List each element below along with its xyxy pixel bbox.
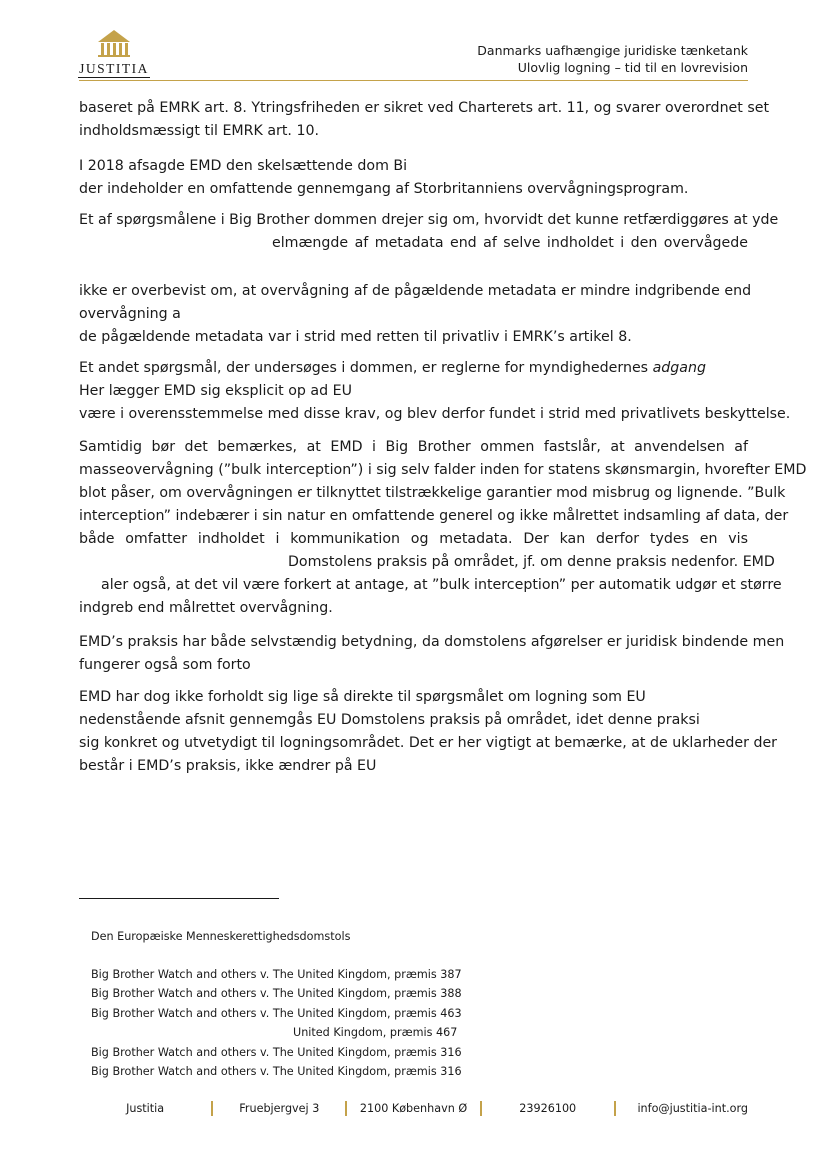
page-header xyxy=(477,42,748,76)
text-line: består i EMD’s praksis, ikke ændrer på EU xyxy=(79,758,377,774)
paragraph-4 xyxy=(79,280,752,349)
org-tagline: Danmarks uafhængige juridiske tænketank xyxy=(477,43,748,58)
footnotes xyxy=(91,927,731,1082)
text-line: I 2018 afsagde EMD den skelsættende dom Bi xyxy=(79,158,408,174)
footnote: United Kingdom, præmis 467 xyxy=(293,1026,458,1039)
text-line xyxy=(79,357,748,380)
justitia-building-logo-icon xyxy=(94,28,134,58)
text-line: overvågning a xyxy=(79,306,181,322)
text-line: nedenstående afsnit gennemgås EU Domstolens praksis på området, idet denne praksi xyxy=(79,712,700,728)
footer-email: info@justitia-int.org xyxy=(637,1101,749,1115)
text-line: være i overensstemmelse med disse krav, og blev derfor fundet i strid med privatlivets beskyttelse. xyxy=(79,406,791,422)
text-line: elmængde af metadata end af selve indholdet i den overvågede xyxy=(272,235,748,251)
footnote: Big Brother Watch and others v. The United Kingdom, præmis 463 xyxy=(91,1006,462,1020)
justitia-logo xyxy=(78,28,150,78)
footer-phone: 23926100 xyxy=(519,1101,577,1115)
text-line: Et af spørgsmålene i Big Brother dommen drejer sig om, hvorvidt det kunne retfærdiggøres at yde xyxy=(79,212,779,228)
text-line: Domstolens praksis på området, jf. om denne praksis nedenfor. EMD xyxy=(288,554,775,570)
logo-wordmark: JUSTITIA xyxy=(79,61,149,76)
text-line: Samtidig bør det bemærkes, at EMD i Big Brother ommen fastslår, at anvendelsen af xyxy=(79,439,748,455)
text-line: både omfatter indholdet i kommunikation og metadata. Der kan derfor tydes en vis xyxy=(79,531,748,547)
text-line: baseret på EMRK art. 8. Ytringsfriheden er sikret ved Charterets art. 11, og svarer overordnet set xyxy=(79,100,770,116)
footnote: Big Brother Watch and others v. The United Kingdom, præmis 316 xyxy=(91,1045,462,1059)
paragraph-6 xyxy=(79,436,807,620)
header-divider xyxy=(79,80,748,81)
paragraph-1 xyxy=(79,97,770,143)
footnote: Den Europæiske Menneskerettighedsdomstols xyxy=(91,930,351,943)
document-title: Ulovlig logning – tid til en lovrevision xyxy=(517,60,748,75)
emphasized-word: adgang xyxy=(652,360,706,376)
text-run: Et andet spørgsmål, der undersøges i dommen, er reglerne for myndighedernes xyxy=(79,360,653,376)
footer-street: Fruebjergvej 3 xyxy=(239,1101,320,1115)
footer-org: Justitia xyxy=(126,1101,165,1115)
text-line: indholdsmæssigt til EMRK art. 10. xyxy=(79,123,320,139)
text-line: EMD’s praksis har både selvstændig betydning, da domstolens afgørelser er juridisk bindende men xyxy=(79,634,785,650)
text-line: sig konkret og utvetydigt til logningsområdet. Det er her vigtigt at bemærke, at de uklarheder der xyxy=(79,735,778,751)
text-line: interception” indebærer i sin natur en omfattende generel og ikke målrettet indsamling af data, der xyxy=(79,508,789,524)
text-line: Her lægger EMD sig eksplicit op ad EU xyxy=(79,383,352,399)
text-line: ikke er overbevist om, at overvågning af de pågældende metadata er mindre indgribende end xyxy=(79,283,752,299)
text-line: indgreb end målrettet overvågning. xyxy=(79,600,333,616)
paragraph-7 xyxy=(79,631,785,677)
text-line: der indeholder en omfattende gennemgang af Storbritanniens overvågningsprogram. xyxy=(79,181,689,197)
text-line: aler også, at det vil være forkert at antage, at ”bulk interception” per automatik udgør et større xyxy=(101,577,782,593)
footnote: Big Brother Watch and others v. The United Kingdom, præmis 388 xyxy=(91,987,462,1000)
page-footer xyxy=(79,1098,748,1118)
text-line: de pågældende metadata var i strid med retten til privatliv i EMRK’s artikel 8. xyxy=(79,329,632,345)
text-line: masseovervågning (”bulk interception”) i sig selv falder inden for statens skønsmargin, hvorefter EMD xyxy=(79,462,807,478)
footnote-divider xyxy=(79,898,279,899)
footer-city: 2100 København Ø xyxy=(359,1101,468,1115)
paragraph-8 xyxy=(79,686,778,778)
footnote: Big Brother Watch and others v. The United Kingdom, præmis 387 xyxy=(91,967,462,981)
footnote: Big Brother Watch and others v. The United Kingdom, præmis 316 xyxy=(91,1065,462,1078)
text-line: EMD har dog ikke forholdt sig lige så direkte til spørgsmålet om logning som EU xyxy=(79,689,646,705)
paragraph-3 xyxy=(79,209,779,255)
text-line: fungerer også som forto xyxy=(79,657,251,673)
paragraph-5 xyxy=(79,357,791,426)
paragraph-2 xyxy=(79,155,748,201)
text-line: blot påser, om overvågningen er tilknyttet tilstrækkelige garantier mod misbrug og lignende. ”Bulk xyxy=(79,485,786,501)
